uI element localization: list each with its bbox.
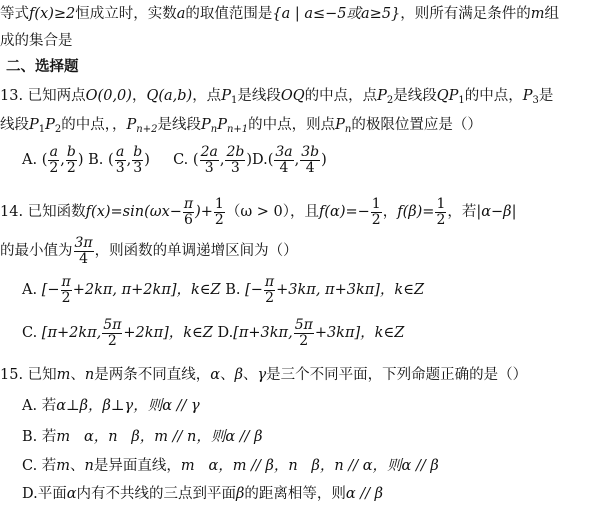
q14-options-cd bbox=[22, 316, 404, 350]
q13-stem-line1: 13. 已知两点O(0,0)，Q(a,b)，点$P_1$是线段OQ的中点，点$P_2$是线段$QP_1$的中点，$P_3$是 bbox=[0, 88, 554, 106]
q14-option-c[interactable]: C. [π+2kπ, $\frac{5\pi}{2}$ +2kπ]，k∈Z bbox=[22, 316, 213, 349]
prev-question-tail-line2: 成的集合是 bbox=[0, 33, 73, 49]
q14-option-a[interactable]: A. [− $\frac{\pi}{2}$ +2kπ, π+2kπ]，k∈Z bbox=[22, 273, 221, 306]
q13-option-b[interactable]: B. ( $\frac{a}{3}$ , $\frac{b}{3}$ ) bbox=[88, 143, 150, 176]
q14-options-ab bbox=[22, 273, 424, 307]
section-heading: 二、选择题 bbox=[6, 58, 79, 75]
q13-option-c[interactable]: C. ( $\frac{2a}{3}$ , $\frac{2b}{3}$ ) bbox=[173, 143, 252, 176]
math-set: {a | a≤−5或a≥5} bbox=[272, 6, 401, 22]
q15-option-b[interactable]: B. 若m α，n β，m // n，则α // β bbox=[22, 429, 263, 445]
q14-option-d[interactable]: D.[π+3kπ, $\frac{5\pi}{2}$ +3kπ]，k∈Z bbox=[217, 316, 405, 349]
q15-stem: 15. 已知m、n是两条不同直线，α、β、γ是三个不同平面，下列命题正确的是（） bbox=[0, 367, 528, 383]
q14-option-b[interactable]: B. [− $\frac{\pi}{2}$ +3kπ, π+3kπ]，k∈Z bbox=[225, 273, 425, 306]
q15-option-d[interactable]: D.平面α内有不共线的三点到平面β的距离相等，则α // β bbox=[22, 486, 384, 502]
q13-options bbox=[22, 143, 327, 177]
math-expr: f(x)≥2 bbox=[29, 6, 76, 22]
q14-stem-line1: 14. 已知函数f(x)=sin(ωx− $\frac{\pi}{6}$ )+ $\frac{1}{2}$ （ω > 0），且f(α)=− $\frac{1}{2}$ ，f(β)= $\frac{1}{2}$ ，若|α−β| bbox=[0, 195, 517, 228]
q15-option-a[interactable]: A. 若α⊥β，β⊥γ，则α // γ bbox=[22, 398, 200, 414]
prev-question-tail-line1: 等式f(x)≥2恒成立时，实数a的取值范围是{a | a≤−5或a≥5}，则所有满足条件的m组 bbox=[0, 6, 560, 22]
q15-option-c[interactable]: C. 若m、n是异面直线，m α，m // β，n β，n // α，则α // β bbox=[22, 458, 439, 474]
q13-option-d[interactable]: D.( $\frac{3a}{4}$ , $\frac{3b}{4}$ ) bbox=[251, 143, 327, 176]
q14-stem-line2: 的最小值为 $\frac{3\pi}{4}$ ，则函数的单调递增区间为（） bbox=[0, 234, 298, 267]
q13-stem-line2: 线段$P_1P_2$的中点，，$P_{n+2}$是线段$P_nP_{n+1}$的中点，则点$P_n$的极限位置应是（） bbox=[0, 117, 482, 135]
q13-option-a[interactable]: A. ( $\frac{a}{2}$ , $\frac{b}{2}$ ) bbox=[22, 143, 84, 176]
